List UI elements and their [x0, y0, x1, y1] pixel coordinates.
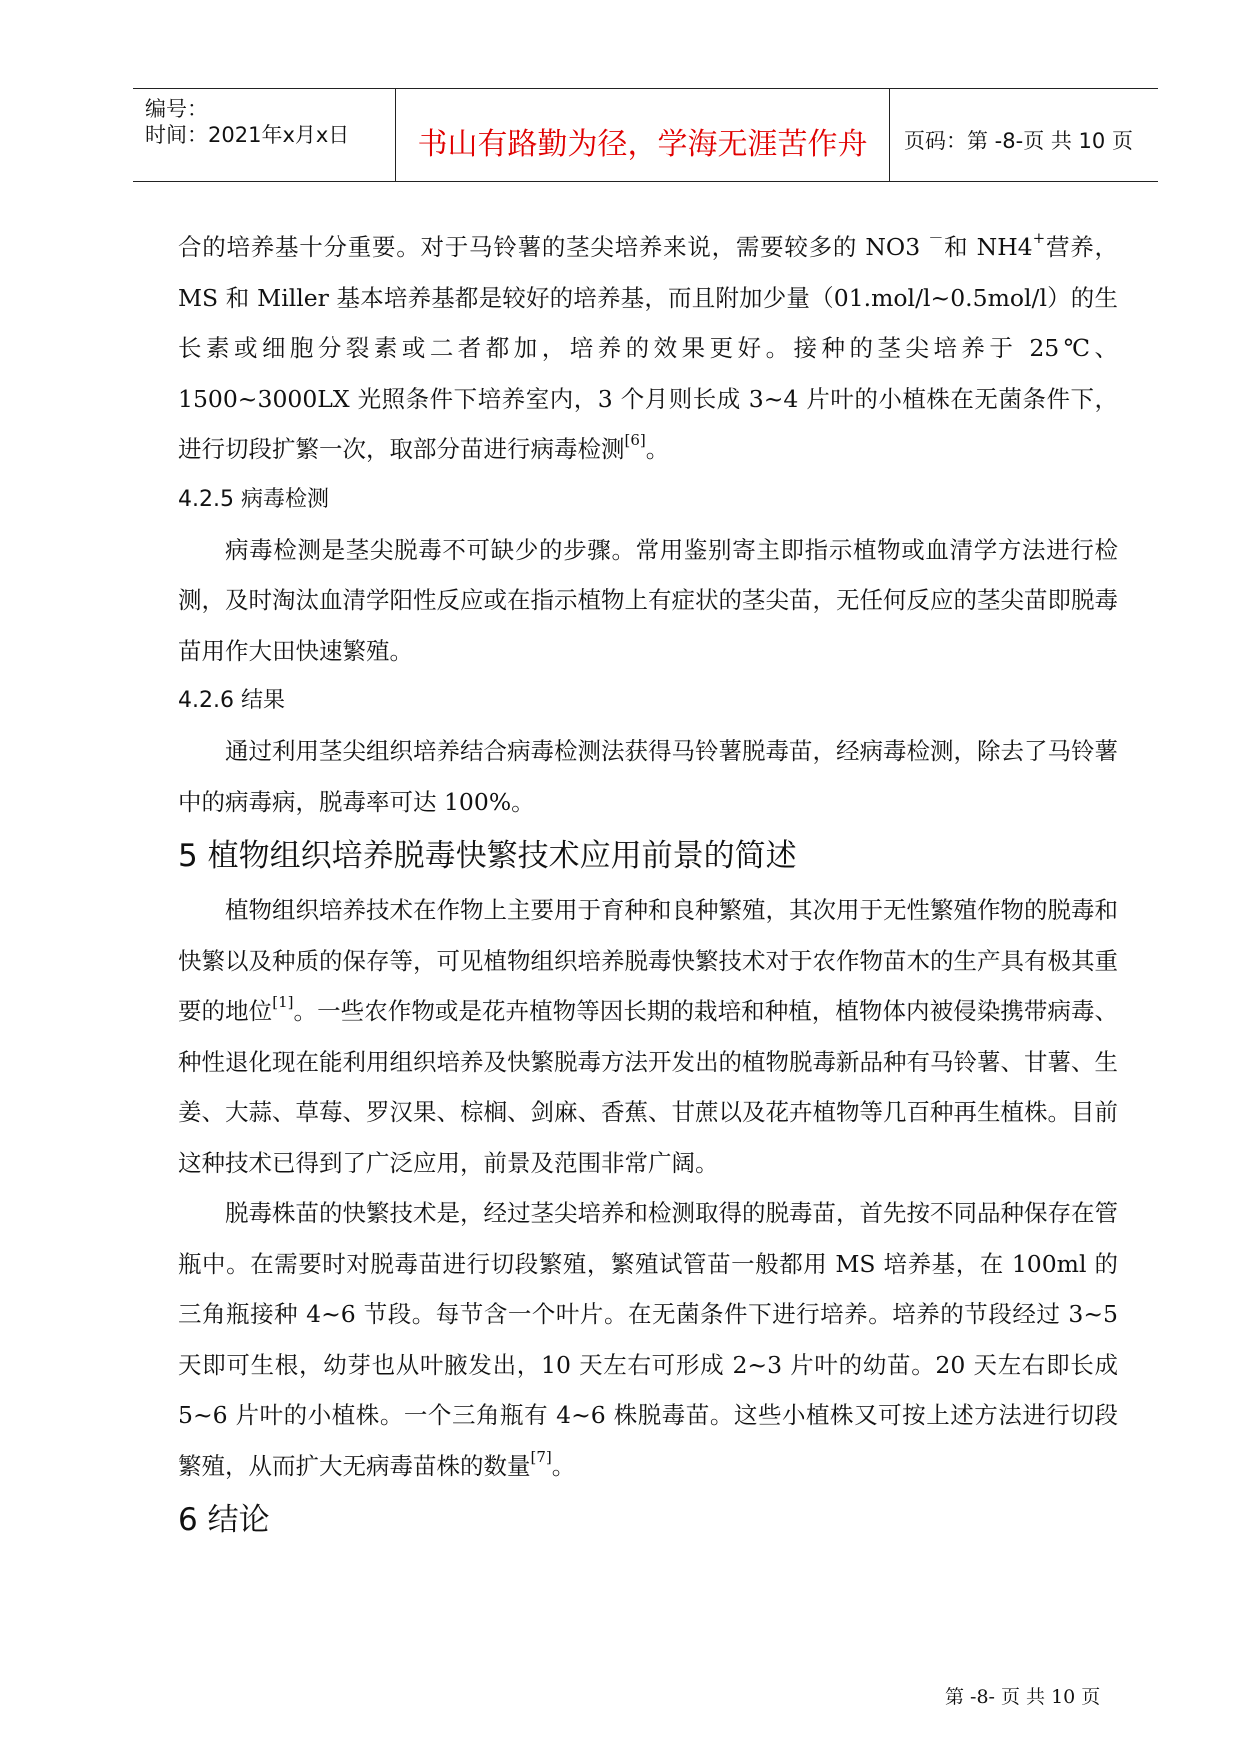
page-header — [133, 88, 1158, 182]
section-heading-5: 5 植物组织培养脱毒快繁技术应用前景的简述 — [178, 838, 797, 874]
text-run: 。一些农作物或是花卉植物等因长期的栽培和种植，植物体内被侵染携带病毒、种性退化现在能利用组织培养及快繁脱毒方法开发出的植物脱毒新品种有马铃薯、甘薯、生姜、大蒜、草莓、罗汉果、棕榈、剑麻、香蕉、甘蔗以及花卉植物等几百种再生植株。目前这种技术已得到了广泛应用，前景及范围非常广阔。 — [178, 997, 1119, 1177]
header-page-number: 页码：第 -8-页 共 10 页 — [904, 129, 1133, 153]
document-time-label: 时间：2021年x月x日 — [145, 123, 350, 147]
citation-ref: [6] — [624, 431, 646, 449]
section-heading-4-2-5: 4.2.5 病毒检测 — [178, 486, 329, 512]
header-slogan: 书山有路勤为径，学海无涯苦作舟 — [417, 127, 868, 162]
header-slogan-cell — [396, 89, 890, 181]
superscript-plus: + — [1032, 229, 1046, 247]
citation-ref: [1] — [272, 993, 294, 1011]
section-heading-4-2-6: 4.2.6 结果 — [178, 688, 285, 713]
paragraph-results: 通过利用茎尖组织培养结合病毒检测法获得马铃薯脱毒苗，经病毒检测，除去了马铃薯中的病毒病，脱毒率可达 100%。 — [178, 737, 1118, 816]
text-run: 。 — [645, 435, 670, 463]
header-page-cell — [890, 89, 1158, 181]
text-run: 。 — [551, 1451, 576, 1480]
page-footer: 第 -8- 页 共 10 页 — [945, 1686, 1101, 1708]
paragraph-rapid-propagation — [178, 1188, 1118, 1491]
document-body — [178, 222, 1118, 1549]
superscript-minus: － — [928, 229, 944, 247]
paragraph-prospects — [178, 885, 1118, 1188]
paragraph-virus-detection: 病毒检测是茎尖脱毒不可缺少的步骤。常用鉴别寄主即指示植物或血清学方法进行检测，及时淘汰血清学阳性反应或在指示植物上有症状的茎尖苗，无任何反应的茎尖苗即脱毒苗用作大田快速繁殖。 — [178, 535, 1118, 665]
citation-ref: [7] — [530, 1447, 552, 1466]
text-run: 营养，MS 和 Miller 基本培养基都是较好的培养基，而且附加少量（01.mol/l~0.5mol/l）的生长素或细胞分裂素或二者都加，培养的效果更好。接种的茎尖培养于 25℃、1500~3000LX 光照条件下培养室内，3 个月则长成 3~4 片叶的小植株在无菌条件下，进行切段扩繁一次，取部分苗进行病毒检测 — [178, 233, 1118, 463]
document-number-label: 编号： — [145, 97, 208, 121]
text-run: 脱毒株苗的快繁技术是，经过茎尖培养和检测取得的脱毒苗，首先按不同品种保存在管瓶中。在需要时对脱毒苗进行切段繁殖，繁殖试管苗一般都用 MS 培养基，在 100ml 的三角瓶接种 4~6 节段。每节含一个叶片。在无菌条件下进行培养。培养的节段经过 3~5 天即可生根，幼芽也从叶腋发出，10 天左右可形成 2~3 片叶的幼苗。20 天左右即长成 5~6 片叶的小植株。一个三角瓶有 4~6 株脱毒苗。这些小植株又可按上述方法进行切段繁殖，从而扩大无病毒苗株的数量 — [178, 1199, 1118, 1480]
text-run: 合的培养基十分重要。对于马铃薯的茎尖培养来说，需要较多的 NO3 — [178, 233, 929, 261]
text-run: 植物组织培养技术在作物上主要用于育种和良种繁殖，其次用于无性繁殖作物的脱毒和快繁以及种质的保存等，可见植物组织培养脱毒快繁技术对于农作物苗木的生产具有极其重要的地位 — [178, 896, 1118, 1025]
section-heading-6: 6 结论 — [178, 1502, 270, 1538]
header-meta-cell — [133, 89, 396, 181]
paragraph-medium — [178, 222, 1118, 475]
text-run: 和 NH4 — [943, 233, 1033, 261]
